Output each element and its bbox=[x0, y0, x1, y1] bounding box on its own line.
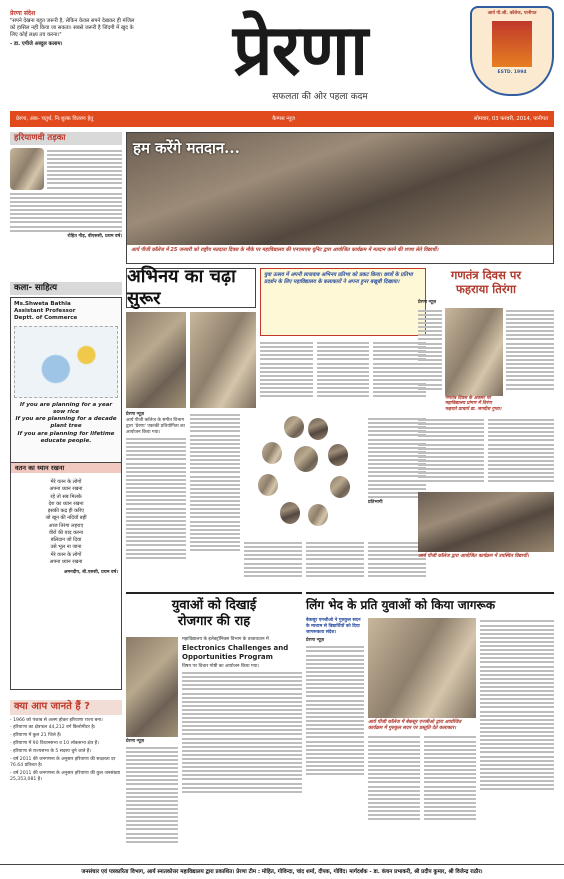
ling-section bbox=[306, 592, 554, 862]
participant-photo bbox=[280, 502, 300, 524]
art-dept: Deptt. of Commerce bbox=[14, 314, 78, 321]
rojgar-byline: प्रेरणा न्यूज़ bbox=[126, 738, 145, 744]
college-emblem bbox=[470, 6, 554, 96]
top-story bbox=[126, 132, 554, 264]
rojgar-lead: महाविद्यालय के इलेक्ट्रॉनिक्स विभाग के तत्वावधान में bbox=[182, 636, 269, 642]
abhinay-col-2 bbox=[190, 412, 240, 553]
street-play-photo bbox=[368, 618, 476, 718]
rojgar-headline: युवाओं को दिखाई रोजगार की राह bbox=[171, 598, 257, 630]
poem-line: रहे तो सब मिलके bbox=[50, 493, 82, 500]
participant-photo bbox=[308, 504, 328, 526]
quote-author: - डा. एपीजे अब्दुल कलाम। bbox=[10, 41, 63, 48]
poem-line: आज तिरंगा लहराए bbox=[48, 522, 84, 529]
masthead-title: प्रेरणा bbox=[232, 8, 368, 91]
gk-item: - 1966 को पंजाब से अलग होकर हरियाणा राज्य बना। bbox=[10, 717, 103, 723]
poem-line: उसे भूल ना जाना bbox=[50, 544, 82, 551]
participant-photo bbox=[328, 444, 348, 466]
rojgar-english-phrase: Electronics Challenges and Opportunities Program bbox=[182, 644, 289, 662]
gantantra-text-right bbox=[506, 308, 554, 413]
art-quote: If you are planning for a year sow rice If you are planning for a decade plant tree If you are planning for lifetime educate people. bbox=[15, 401, 117, 444]
tagline: सफलता की ओर पहला कदम bbox=[272, 92, 368, 102]
gantantra-bottom-caption: आर्य पीजी कॉलेज द्वारा आयोजित कार्यक्रम में उपस्थित विद्यार्थी। bbox=[418, 554, 529, 559]
abhinay-intro: युवा उत्सव में अपनी लाजवाब अभिनय प्रतिभा को प्रकट किया। छात्रों के प्रतिभा प्रदर्शन के लिए महाविद्यालय के कलाकारों ने अपना हुनर बखूबी दिखाया। bbox=[260, 268, 426, 336]
gk-list bbox=[10, 718, 122, 784]
quote-text: "सपने देखना बहुत जरूरी है, लेकिन केवल सपने देखकर ही मंजिल को हासिल नहीं किया जा सकता। सबसे जरूरी है जिंदगी में खुद के लिए कोई लक्ष्य तय करना।" bbox=[10, 18, 135, 39]
participant-photo bbox=[284, 416, 304, 438]
poem-credit: अमनदीप, बी.एससी, प्रथम वर्ष। bbox=[63, 570, 118, 576]
poem-line: मेरे वतन के लोगों bbox=[50, 479, 82, 486]
gk-heading: क्या आप जानते हैं ? bbox=[10, 700, 122, 715]
art-name: Ms.Shweta Bathla bbox=[14, 300, 71, 307]
abhinay-photo-2 bbox=[190, 312, 256, 408]
quote-title: प्रेरणा संदेश bbox=[10, 10, 36, 17]
participant-photo bbox=[308, 418, 328, 440]
art-title: Assistant Professor bbox=[14, 307, 76, 314]
gk-item: - हरियाणा में कुल 21 जिले हैं। bbox=[10, 733, 62, 739]
poem-heading: वतन का ध्यान रखना bbox=[11, 463, 121, 473]
poem-line: मेरे वतन के लोगों bbox=[50, 551, 82, 558]
top-story-caption: आर्य पीजी कॉलेज में 25 जनवरी को राष्ट्रीय मतदाता दिवस के मौके पर महाविद्यालय की एनएसएस यूनिट द्वारा आयोजित कार्यक्रम में मतदान करने की शपथ लेते विद्यार्थी। bbox=[131, 247, 439, 253]
poem-line: वीरों की याद करना bbox=[48, 529, 84, 536]
abhinay-headline: अभिनय का चढ़ा सुरूर bbox=[126, 268, 256, 308]
abhinay-text-top bbox=[260, 340, 426, 410]
rojgar-follow: विषय पर विचार गोष्ठी का आयोजन किया गया। bbox=[182, 663, 260, 669]
ling-headline: लिंग भेद के प्रति युवाओं को किया जागरूक bbox=[306, 598, 496, 612]
kala-heading: कला- साहित्य bbox=[10, 282, 122, 295]
abhinay-byline: प्रेरणा न्यूज़ bbox=[126, 412, 145, 417]
audience-photo bbox=[418, 492, 554, 552]
top-story-headline: हम करेंगे मतदान... bbox=[133, 139, 240, 157]
gantantra-text-bottom bbox=[418, 417, 554, 493]
abhinay-col-1 bbox=[126, 412, 186, 561]
tadka-text bbox=[47, 148, 122, 191]
info-bar-left: प्रेरणा, अंक- चतुर्थ, नि:शुल्क वितरण हेतु bbox=[16, 115, 94, 122]
gk-item: - हरियाणा का क्षेत्रफल 44,212 वर्ग किलोमीटर है। bbox=[10, 725, 96, 731]
emblem-name: आर्य पी.जी. कॉलेज, पानीपत bbox=[487, 11, 537, 16]
poem-section bbox=[10, 462, 122, 690]
audience-photo-block bbox=[418, 492, 554, 586]
seminar-photo bbox=[126, 637, 178, 737]
poem-line: अपना ध्यान रखना bbox=[49, 486, 83, 493]
gk-item: - वर्ष 2011 की जनगणना के अनुसार हरियाणा की कुल जनसंख्या 25,353,081 है। bbox=[10, 771, 121, 783]
tadka-credit: रोहित गौड़, बीएससी, प्रथम वर्ष। bbox=[67, 233, 122, 239]
rojgar-section bbox=[126, 592, 302, 862]
participant-photo bbox=[330, 476, 350, 498]
abhinay-photo-1 bbox=[126, 312, 186, 408]
emblem-est: ESTD. 1994 bbox=[497, 69, 527, 75]
poem-line: बलिदान जो दिया bbox=[50, 537, 82, 544]
gantantra-photo-caption: गणतंत्र दिवस के अवसर पर महाविद्यालय प्रांगण में तिरंगा फहराते प्राचार्य डा. जगदीश गुप्ता। bbox=[445, 395, 502, 413]
footer: जनसंचार एवं पत्रकारिता विभाग, आर्य स्नातकोत्तर महाविद्यालय द्वारा प्रकाशित। प्रेरणा टीम : मोहित, गोविन्दा, चांद शर्मा, दीपक, गोविंद। मार्गदर्शक - डा. कंचन प्रभाकरी, श्री प्रदीप कुमार, श्री विजेन्द्र राठौर। bbox=[0, 864, 564, 879]
gk-section bbox=[10, 700, 122, 860]
gk-item: - वर्ष 2011 की जनगणना के अनुसार हरियाणा की साक्षरता दर 76.64 प्रतिशत है। bbox=[10, 757, 116, 769]
abhinay-caption-right: प्रतिभागी bbox=[368, 500, 383, 505]
tadka-section bbox=[10, 132, 122, 240]
info-bar-right: सोमवार, 03 फरवरी, 2014, पानीपत bbox=[473, 115, 548, 122]
quote-box bbox=[10, 10, 138, 48]
tadka-heading: हरियाणवी तड़का bbox=[10, 132, 122, 145]
gk-item: - हरियाणा में 90 विधानसभा व 10 लोकसभा क्षेत्र हैं। bbox=[10, 741, 99, 747]
kala-section bbox=[10, 282, 122, 469]
participants-collage bbox=[244, 416, 364, 536]
info-bar-center: कैम्पस न्यूज़ bbox=[272, 115, 295, 122]
gantantra-byline: प्रेरणा न्यूज़ bbox=[418, 299, 437, 305]
poem-line: देश का ध्यान रखना bbox=[48, 500, 84, 507]
ling-byline: प्रेरणा न्यूज़ bbox=[306, 638, 325, 644]
abhinay-text-bottom bbox=[244, 540, 426, 586]
info-bar bbox=[10, 111, 554, 127]
abhinay-section bbox=[126, 265, 426, 588]
ling-lead: बेकसूर एनजीओ ने गुरुकुल सदन के माध्यम से विद्यार्थियों को दिया जागरूकता संदेश। bbox=[306, 618, 361, 636]
participant-photo bbox=[294, 446, 318, 472]
art-drawing bbox=[14, 326, 118, 398]
gantantra-text-left bbox=[418, 308, 442, 413]
abhinay-lead: आर्य पीजी कॉलेज के संगीत विभाग द्वारा 'प्रेरणा' एकांकी प्रतियोगिता का आयोजन किया गया। bbox=[126, 417, 185, 435]
participant-photo bbox=[262, 442, 282, 464]
flag-hoisting-photo bbox=[445, 308, 503, 396]
poem-body bbox=[11, 479, 121, 566]
poem-line: इसकी कद्र ही करिए bbox=[47, 508, 85, 515]
gantantra-headline: गणतंत्र दिवस पर फहराया तिरंगा bbox=[450, 268, 522, 297]
poem-line: अपना ध्यान रखना bbox=[49, 558, 83, 565]
art-card bbox=[10, 297, 122, 469]
tadka-text-more bbox=[10, 193, 122, 232]
ling-col-3 bbox=[480, 618, 554, 822]
participant-photo bbox=[258, 474, 278, 496]
ling-photo-caption: आर्य पीजी कॉलेज में बेकसूर एनजीओ द्वारा आयोजित कार्यक्रम में गुरुकुल सदन पर प्रस्तुति देते कलाकार। bbox=[368, 720, 462, 732]
tower-icon bbox=[492, 21, 532, 67]
poem-line: जो खून की नदियाँ बहीं bbox=[45, 515, 87, 522]
gk-item: - हरियाणा से राज्यसभा के 5 सदस्य चुने जाते हैं। bbox=[10, 749, 91, 755]
cartoon-image bbox=[10, 148, 44, 190]
